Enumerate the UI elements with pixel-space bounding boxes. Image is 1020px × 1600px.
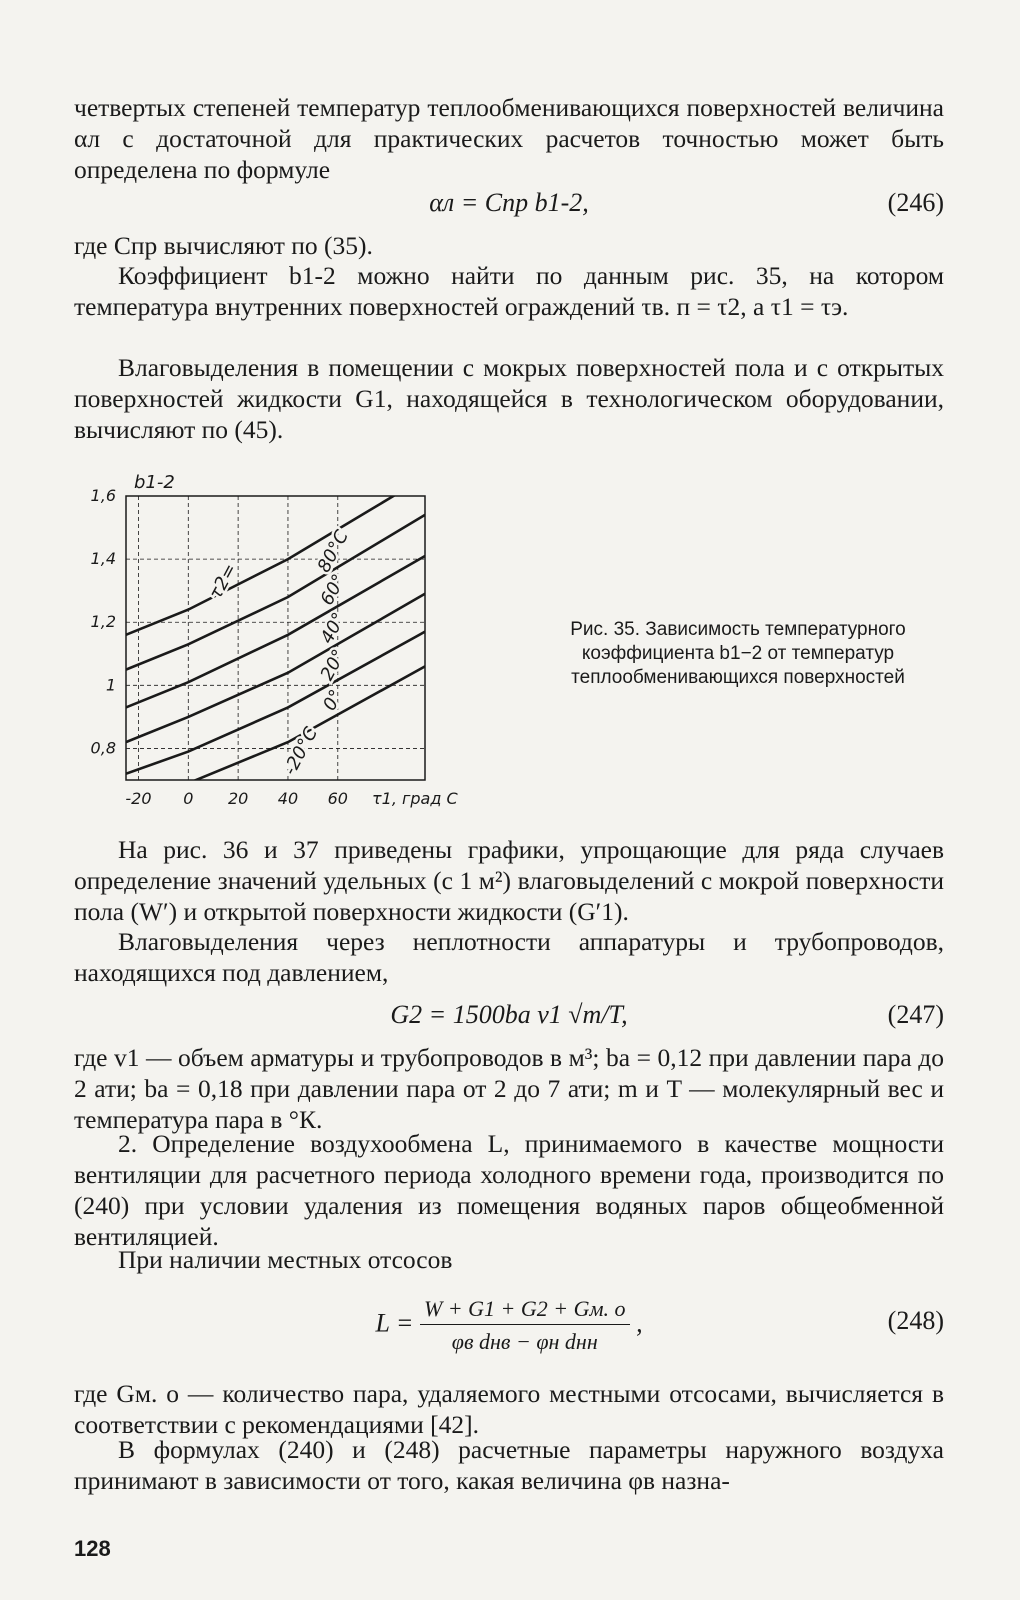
equation-248-tail: ,	[636, 1308, 643, 1338]
paragraph-2: где Cпр вычисляют по (35).	[74, 231, 373, 260]
paragraph-5: На рис. 36 и 37 приведены графики, упрощающие для ряда случаев определение значений удельных (с 1 м²) влаговыделений с мокрой поверхности пола (W′) и открытой поверхности жидкости (G′1).	[74, 835, 944, 926]
equation-248-formula	[74, 1296, 944, 1355]
paragraph-6: Влаговыделения через неплотности аппаратуры и трубопроводов, находящихся под давлением,	[74, 927, 944, 987]
series-label: 80°C	[313, 526, 353, 576]
series-line	[126, 515, 425, 670]
series-label: 20°	[316, 645, 351, 685]
paragraph-10: где Gм. о — количество пара, удаляемого местными отсосами, вычисляется в соответствии с рекомендациями [42].	[74, 1379, 944, 1439]
equation-248-numerator: W + G1 + G2 + Gм. о	[420, 1296, 630, 1325]
paragraph-7: где v1 — объем арматуры и трубопроводов в м³; bа = 0,12 при давлении пара до 2 ати; bа = 0,18 при давлении пара от 2 до 7 ати; m и T — молекулярный вес и температура пара в °К.	[74, 1043, 944, 1134]
figure-35	[74, 462, 494, 814]
series-line	[126, 556, 425, 707]
y-tick-label: 1,2	[90, 612, 116, 632]
equation-246-formula: αл = Cпр b1-2,	[429, 188, 589, 217]
y-axis-label: b1-2	[134, 472, 175, 493]
chart-frame	[126, 496, 425, 780]
series-label-prefix: τ2=	[205, 559, 242, 603]
series-label: -20°C	[279, 723, 323, 779]
paragraph-11: В формулах (240) и (248) расчетные параметры наружного воздуха принимают в зависимости от того, какая величина φв назна-	[74, 1435, 944, 1495]
series-label: 0°	[319, 686, 348, 715]
equation-248	[74, 1290, 944, 1360]
series-line	[126, 477, 425, 635]
paragraph-3: Коэффициент b1-2 можно найти по данным рис. 35, на котором температура внутренних поверхностей ограждений τв. п = τ2, а τ1 = τэ.	[74, 261, 944, 321]
y-tick-label: 1,4	[90, 549, 116, 569]
x-tick-label: -20	[125, 789, 152, 808]
figure-35-caption: Рис. 35. Зависимость температурного коэффициента b1−2 от температур теплообменивающихся поверхностей	[570, 619, 906, 688]
x-tick-label: 0	[183, 789, 194, 808]
equation-247-formula: G2 = 1500bа v1 √m/T,	[390, 1000, 628, 1029]
series-line	[126, 666, 425, 802]
page-number: 128	[74, 1536, 111, 1561]
paragraph-9: При наличии местных отсосов	[118, 1245, 453, 1274]
y-tick-label: 1	[105, 675, 116, 695]
equation-248-number: (248)	[887, 1306, 944, 1335]
equation-248-fraction	[420, 1296, 630, 1355]
y-tick-label: 1,6	[90, 486, 116, 505]
equation-246	[74, 188, 944, 228]
equation-247-number: (247)	[887, 1000, 944, 1029]
x-axis-label: τ1, град С	[372, 789, 458, 808]
series-label: 60°	[316, 570, 351, 609]
x-tick-label: 20	[227, 789, 249, 808]
x-tick-label: 40	[277, 789, 299, 808]
equation-248-denominator: φв dнв − φн dнн	[451, 1329, 598, 1354]
equation-248-lhs: L =	[375, 1308, 414, 1338]
paragraph-4: Влаговыделения в помещении с мокрых поверхностей пола и с открытых поверхностей жидкости G1, находящейся в технологическом оборудовании, вычисляют по (45).	[74, 353, 944, 444]
equation-246-number: (246)	[887, 188, 944, 217]
paragraph-8: 2. Определение воздухообмена L, принимаемого в качестве мощности вентиляции для расчетного периода холодного времени года, производится по (240) при условии удаления из помещения водяных паров общеобменной вентиляцией.	[74, 1129, 944, 1251]
equation-247	[74, 1000, 944, 1040]
y-tick-label: 0,8	[90, 738, 116, 758]
series-line	[126, 632, 425, 774]
figure-35-chart	[74, 462, 494, 814]
x-tick-label: 60	[327, 789, 348, 808]
series-label: 40°	[316, 609, 351, 648]
paragraph-1: четвертых степеней температур теплообменивающихся поверхностей величина αл с достаточной для практических расчетов точностью может быть определена по формуле	[74, 93, 944, 184]
